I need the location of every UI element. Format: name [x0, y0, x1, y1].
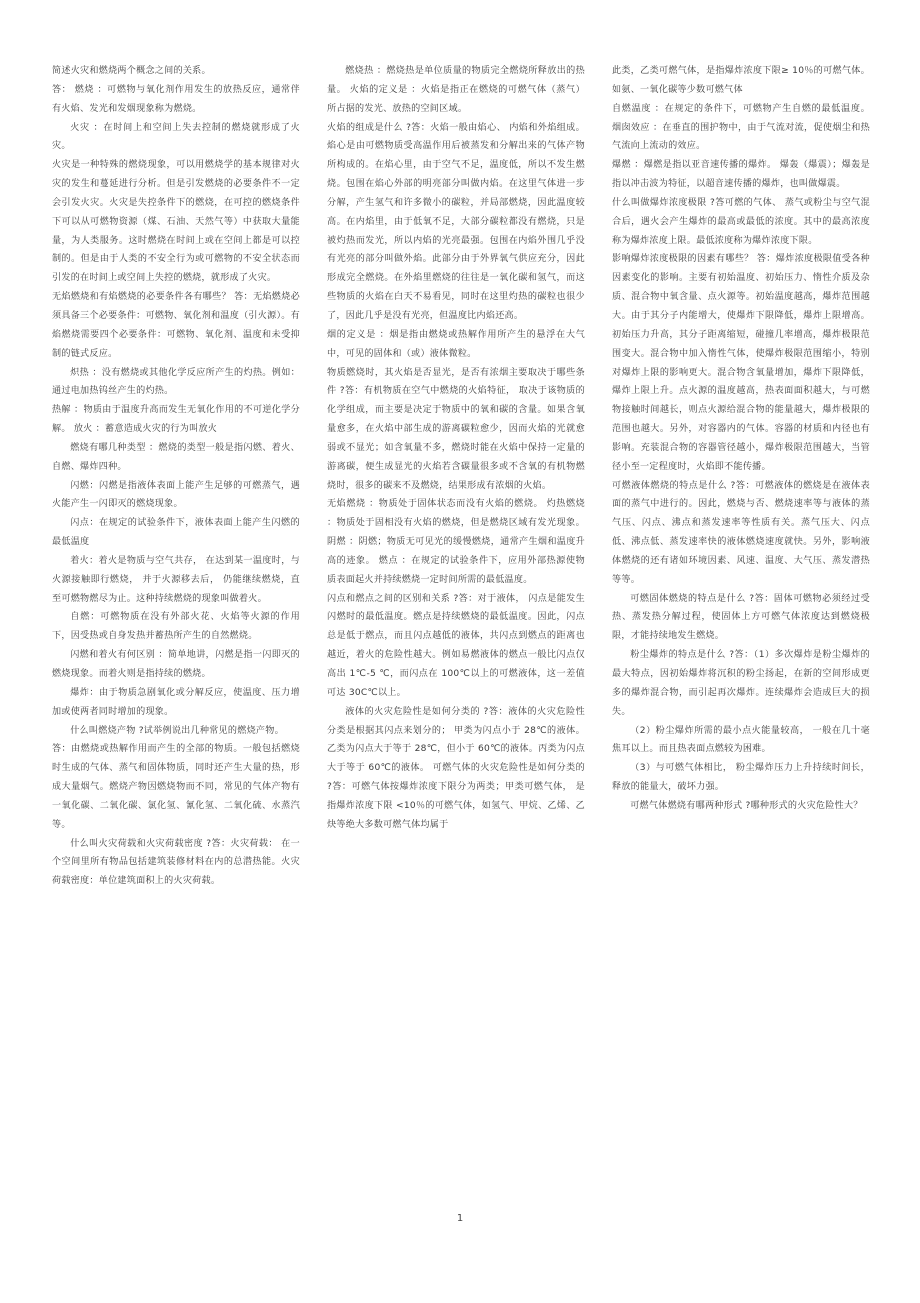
paragraph: 自燃温度 ：在规定的条件下，可燃物产生自燃的最低温度。 烟囱效应 ：在垂直的围护物中，由于气流对流，促使烟尘和热气流向上流动的效应。 — [612, 103, 870, 152]
paragraph: 闪点：在规定的试验条件下，液体表面上能产生闪燃的最低温度 — [52, 518, 300, 548]
paragraph: 可燃固体燃烧的特点是什么 ?答：固体可燃物必须经过受热、蒸发热分解过程，使固体上方可燃气体浓度达到燃烧极限，才能持续地发生燃烧。 — [612, 593, 870, 642]
paragraph: 自燃：可燃物质在没有外部火花、火焰等火源的作用下，因受热或自身发热并蓄热所产生的自然燃烧。 — [52, 612, 300, 642]
paragraph: 火灾 ：在时间上和空间上失去控制的燃烧就形成了火灾。 — [52, 122, 300, 152]
paragraph: 简述火灾和燃烧两个概念之间的关系。 — [52, 66, 211, 76]
paragraph: 燃烧热 ：燃烧热是单位质量的物质完全燃烧所释放出的热量。 火焰的定义是 ：火焰是指正在燃烧的可燃气体（蒸气）所占据的发光、放热的空间区域。 — [327, 66, 585, 114]
left-column — [52, 62, 300, 891]
paragraph: 无焰燃烧 ：物质处于固体状态而没有火焰的燃烧。 灼热燃烧 ：物质处于固相没有火焰的燃烧，但是燃烧区域有发光现象。 阴燃 ：阴燃；物质无可见光的缓慢燃烧，通常产生烟和温度升高的迹象。 燃点 ：在规定的试验条件下，应用外部热源使物质表面起火并持续燃烧一定时间所需的最低温度。 — [327, 499, 585, 585]
paragraph: 粉尘爆炸的特点是什么 ?答：（1）多次爆炸是粉尘爆炸的最大特点，因初始爆炸将沉积的粉尘扬起，在新的空间形成更多的爆炸混合物，而引起再次爆炸。连续爆炸会造成巨大的损失。 — [612, 650, 870, 717]
right-column — [612, 62, 870, 816]
middle-column — [327, 62, 585, 835]
paragraph: 液体的火灾危险性是如何分类的 ?答：液体的火灾危险性分类是根据其闪点来划分的； 甲类为闪点小于 28℃的液体。乙类为闪点大于等于 28℃，但小于 60℃的液体。丙类为闪点大于等于 60℃的液体。 可燃气体的火灾危险性是如何分类的 ?答：可燃气体按爆炸浓度下限分为两类；甲类可燃气体， 是指爆炸浓度下限 <10％的可燃气体，如氢气、甲烷、乙烯、乙炔等绝大多数可燃气体均属于 — [327, 706, 585, 830]
paragraph: 爆炸：由于物质急剧氧化或分解反应，使温度、压力增加或使两者同时增加的现象。 — [52, 687, 300, 717]
paragraph: 热解 ：物质由于温度升高而发生无氧化作用的不可逆化学分解。 放火 ：蓄意造成火灾的行为叫放火 — [52, 405, 300, 435]
paragraph: 无焰燃烧和有焰燃烧的必要条件各有哪些？ 答：无焰燃烧必须具备三个必要条件：可燃物、氧化剂和温度（引火源）。有焰燃烧需要四个必要条件：可燃物、氧化剂、温度和未受抑制的链式反应。 — [52, 292, 300, 359]
paragraph: 什么叫做爆炸浓度极限 ?答可燃的气体、 蒸气或粉尘与空气混合后，遇火会产生爆炸的最高或最低的浓度。其中的最高浓度称为爆炸浓度上限。最低浓度称为爆炸浓度下限。 — [612, 197, 870, 246]
paragraph: 可燃液体燃烧的特点是什么 ?答：可燃液体的燃烧是在液体表面的蒸气中进行的。因此，燃烧与否、燃烧速率等与液体的蒸气压、闪点、沸点和蒸发速率等性质有关。蒸气压大、闪点低、沸点低、蒸发速率快的液体燃烧速度就快。另外，影响液体燃烧的还有诸如环境因素、风速、温度、大气压、蒸发潜热等等。 — [612, 480, 870, 585]
paragraph: 闪点和燃点之间的区别和关系 ?答：对于液体， 闪点是能发生闪燃时的最低温度。燃点是持续燃烧的最低温度。因此，闪点总是低于燃点，而且闪点越低的液体，共闪点到燃点的距离也越近，着火的危险性越大。例如易燃液体的燃点一般比闪点仅高出 1℃-5 ℃，而闪点在 100℃以上的可燃液体，这一差值可达 30C℃以上。 — [327, 593, 585, 698]
paragraph: （2）粉尘爆炸所需的最小点火能量较高， 一般在几十毫焦耳以上。而且热表面点燃较为困难。 — [612, 725, 870, 755]
paragraph: 火焰的组成是什么 ?答：火焰一般由焰心、 内焰和外焰组成。焰心是由可燃物质受高温作用后被蒸发和分解出来的气体产物所构成的。在焰心里，由于空气不足，温度低，所以不发生燃烧。包围在焰心外部的明亮部分叫做内焰。在这里气体进一步分解，产生氢气和许多微小的碳粒，并局部燃烧，因此温度较高。在内焰里，由于低氧不足，大部分碳粒都没有燃烧，只是被灼热而发光，所以内焰的光亮最强。包围在内焰外围几乎没有光亮的部分叫做外焰。此部分由于外界氧气供应充分，因此形成完全燃烧。在外焰里燃烧的往往是一氧化碳和氢气，而这些物质的火焰在白天不易看见，同时在这里灼热的碳粒也很少了，因此几乎是没有光亮，但温度比内焰还高。 — [327, 122, 585, 321]
paragraph: 烟的定义是 ：烟是指由燃烧或热解作用所产生的悬浮在大气中，可见的固体和（或）液体微粒。 — [327, 329, 585, 359]
paragraph: 什么叫火灾荷载和火灾荷载密度 ?答：火灾荷载： 在一个空间里所有物品包括建筑装修材料在内的总潜热能。火灾荷载密度：单位建筑面积上的火灾荷载。 — [52, 838, 300, 887]
paragraph: 闪燃和着火有何区别 ：简单地讲，闪燃是指一闪即灭的燃烧现象。而着火则是指持续的燃烧。 — [52, 650, 300, 679]
paragraph: 什么叫燃烧产物 ?试举例说出几种常见的燃烧产物。 — [70, 725, 284, 736]
paragraph: 燃烧有哪几种类型 ：燃烧的类型一般是指闪燃、着火、自燃、爆炸四种。 — [52, 442, 300, 472]
paragraph: 炽热 ：没有燃烧或其他化学反应所产生的灼热。例如：通过电加热钨丝产生的灼热。 — [52, 367, 300, 397]
paragraph: （3）与可燃气体相比， 粉尘爆炸压力上升持续时间长，释放的能量大，破坏力强。 — [612, 763, 870, 793]
paragraph: 此类，乙类可燃气体，是指爆炸浓度下限≥ 10％的可燃气体。如氨、一氧化碳等少数可燃气体 — [612, 66, 870, 95]
paragraph: 闪燃：闪燃是指液体表面上能产生足够的可燃蒸气，遇火能产生一闪即灭的燃烧现象。 — [52, 480, 300, 510]
paragraph: 火灾是一种特殊的燃烧现象，可以用燃烧学的基本规律对火灾的发生和蔓延进行分析。但是引发燃烧的必要条件不一定会引发火灾。火灾是失控条件下的燃烧，在可控的燃烧条件下可以从可燃物资源（煤、石油、天然气等）中获取大量能量，为人类服务。这时燃烧在时间上或在空间上都是可以控制的。但是由于人类的不安全行为或可燃物的不安全状态而引发的在时间上或空间上失控的燃烧，就形成了火灾。 — [52, 160, 300, 284]
paragraph: 影响爆炸浓度极限的因素有哪些？ 答：爆炸浓度极限值受各种因素变化的影响。主要有初始温度、初始压力、惰性介质及杂质、混合物中氧含量、点火源等。初始温度越高，爆炸范围越大。由于其分子内能增大，使爆炸下限降低，爆炸上限增高。初始压力升高，其分子距离缩短，碰撞几率增高，爆炸极限范围变大。混合物中加入惰性气体，使爆炸极限范围缩小，特别对爆炸上限的影响更大。混合物含氧量增加，爆炸下限降低，爆炸上限上升。点火源的温度越高，热表面面积越大，与可燃物接触时间越长，则点火源给混合物的能量越大，爆炸极限的范围也越大。另外，对容器内的气体。容器的材质和内径也有影响。充装混合物的容器管径越小，爆炸极限范围越大，当管径小至一定程度时，火焰即不能传播。 — [612, 254, 870, 472]
three-column-text-body — [52, 62, 870, 1202]
paragraph: 可燃气体燃烧有哪两种形式 ?哪种形式的火灾危险性大？ — [630, 800, 863, 811]
paragraph: 物质燃烧时，其火焰是否显光，是否有浓烟主要取决于哪些条件 ?答：有机物质在空气中燃烧的火焰特征， 取决于该物质的化学组成，而主要是决定于物质中的氧和碳的含量。如果含氧量愈多，在火焰中部生成的游离碳粒愈少，因而火焰的光就愈弱或不显光；如含氧量不多，燃烧时能在火焰中保持一定量的游离碳，便生成显光的火焰若含碳量很多或不含氧的有机物燃烧时，很多的碳来不及燃烧，结果形成有浓烟的火焰。 — [327, 367, 585, 491]
paragraph: 爆燃 ：爆燃是指以亚音速传播的爆炸。 爆轰（爆震）；爆轰是指以冲击波为特征，以超音速传播的爆炸，也叫做爆震。 — [612, 160, 870, 190]
paragraph: 着火：着火是物质与空气共存， 在达到某一温度时，与火源接触即行燃烧， 并于火源移去后， 仍能继续燃烧，直至可燃物燃尽为止。这种持续燃烧的现象叫做着火。 — [52, 555, 300, 604]
paragraph: 答：由燃烧或热解作用而产生的全部的物质。一般包括燃烧时生成的气体、蒸气和固体物质，同时还产生大量的热，形成大量烟气。燃烧产物因燃烧物而不同，常见的气体产物有一氧化碳、二氧化碳、氯化氢、氰化氢、二氧化硫、水蒸汽等。 — [52, 744, 300, 830]
page-number: 1 — [456, 1213, 464, 1224]
paragraph: 答： 燃烧 ：可燃物与氧化剂作用发生的放热反应，通常伴有火焰、发光和发烟现象称为燃烧。 — [52, 84, 300, 114]
